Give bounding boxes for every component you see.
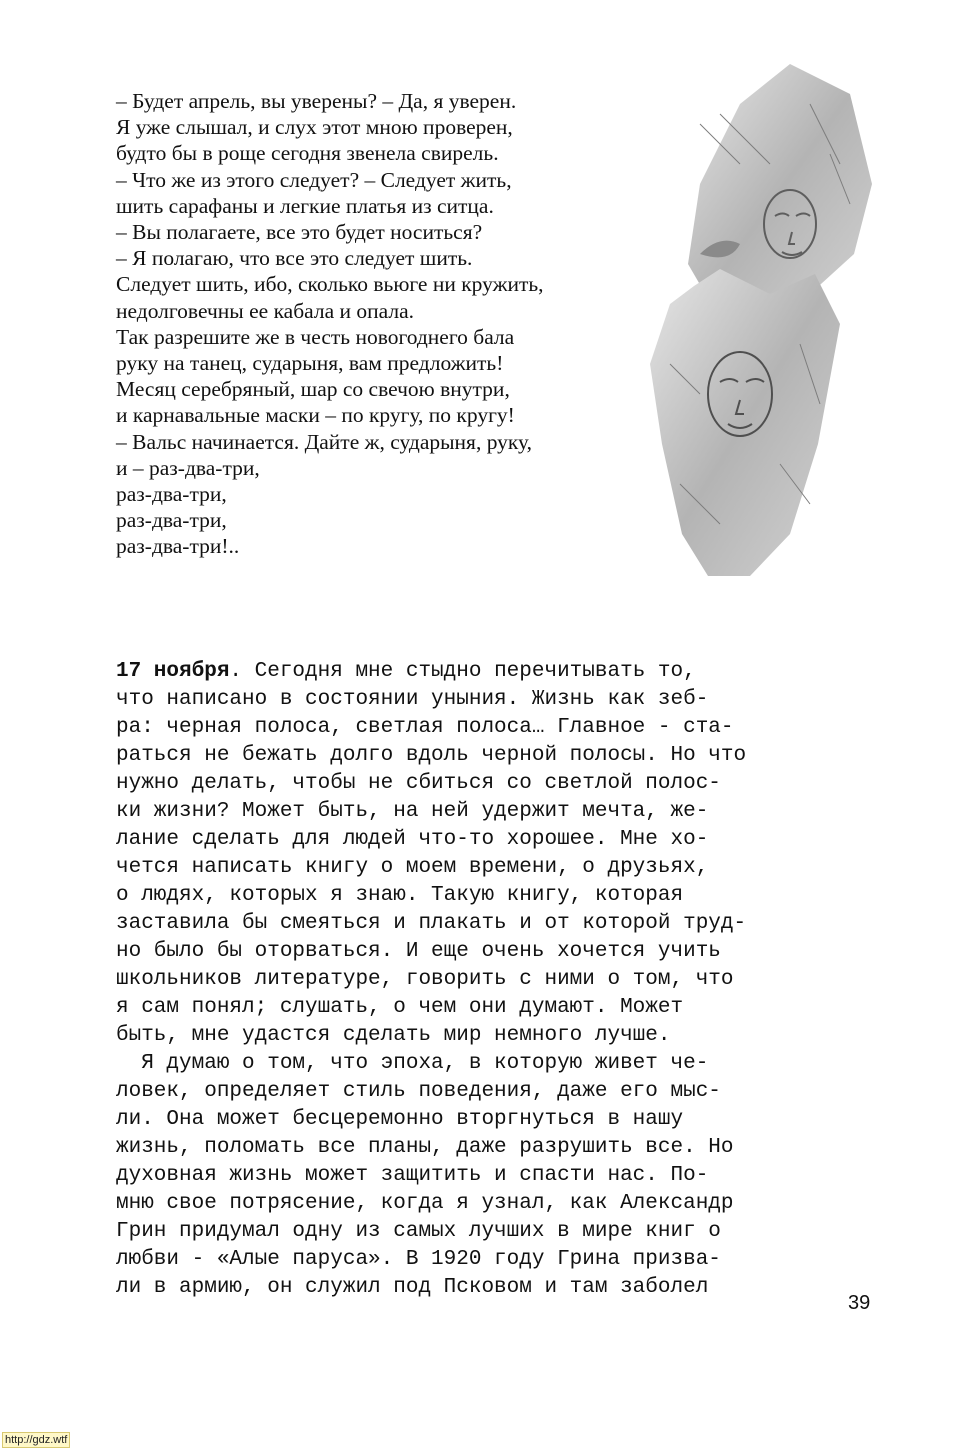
poem-line: Месяц серебряный, шар со свечою внутри, [116,377,510,402]
diary-line: чется написать книгу о моем времени, о друзьях, [116,856,709,879]
poem-line: – Что же из этого следует? – Следует жить, [116,167,512,192]
poem-line: шить сарафаны и легкие платья из ситца. [116,193,494,218]
diary-rows [116,686,816,1302]
diary-line: мню свое потрясение, когда я узнал, как Александр [116,1192,734,1215]
poem-line: Следует шить, ибо, сколько вьюге ни кружить, [116,272,544,297]
poem-line: руку на танец, сударыня, вам предложить! [116,351,504,376]
poem-line: и карнавальные маски – по кругу, по кругу! [116,403,515,428]
diary-line: заставила бы смеяться и плакать и от которой труд- [116,912,747,935]
page-number: 39 [848,1292,871,1314]
diary-line: ловек, определяет стиль поведения, даже его мыс- [116,1080,721,1103]
diary-line: любви - «Алые паруса». В 1920 году Грина призва- [116,1248,721,1271]
diary-line: лание сделать для людей что-то хорошее. Мне хо- [116,828,709,851]
poem-line: – Вы полагаете, все это будет носиться? [116,220,483,245]
diary-line: ли в армию, он служил под Псковом и там заболел [116,1276,709,1299]
diary-line: духовная жизнь может защитить и спасти нас. По- [116,1164,709,1187]
poem-line: – Вальс начинается. Дайте ж, сударыня, руку, [116,429,533,454]
diary-text [116,658,816,1302]
poem-line: раз-два-три, [116,482,227,507]
watermark-link[interactable]: http://gdz.wtf [2,1432,70,1448]
poem [116,88,656,560]
diary-line: раться не бежать долго вдоль черной полосы. Но что [116,744,747,767]
poem-line: Я уже слышал, и слух этот мною проверен, [116,115,513,140]
illustration-lower-shard [650,269,840,576]
diary-first-line-text: . Сегодня мне стыдно перечитывать то, [229,660,696,683]
poem-line: Так разрешите же в честь новогоднего бала [116,324,515,349]
diary-line: школьников литературе, говорить с ними о том, что [116,968,734,991]
diary-line: что написано в состоянии уныния. Жизнь как зеб- [116,688,709,711]
diary-date: 17 ноября [116,660,230,683]
diary-line: но было бы оторваться. И еще очень хочется учить [116,940,721,963]
diary-line: жизнь, поломать все планы, даже разрушить все. Но [116,1136,734,1159]
poem-line: раз-два-три!.. [116,534,240,559]
diary-line: Грин придумал одну из самых лучших в мире книг о [116,1220,721,1243]
diary-line: ли. Она может бесцеремонно вторгнуться в нашу [116,1108,684,1131]
poem-line: – Я полагаю, что все это следует шить. [116,246,473,271]
poem-line: – Будет апрель, вы уверены? – Да, я уверен. [116,89,517,113]
diary-line: ра: черная полоса, светлая полоса… Главное - ста- [116,716,734,739]
poem-line: и – раз-два-три, [116,455,260,480]
diary-line: о людях, которых я знаю. Такую книгу, которая [116,884,684,907]
poem-line: недолговечны ее кабала и опала. [116,298,415,323]
poem-line: раз-два-три, [116,508,227,533]
diary-line: нужно делать, чтобы не сбиться со светлой полос- [116,772,721,795]
poem-line: будто бы в роще сегодня звенела свирель. [116,141,499,166]
illustration-image [640,64,875,579]
diary-first-line [116,658,816,686]
diary-line: я сам понял; слушать, о чем они думают. Может [116,996,684,1019]
diary-line: Я думаю о том, что эпоха, в которую живет че- [116,1052,709,1075]
diary-line: быть, мне удастся сделать мир немного лучше. [116,1024,671,1047]
diary-line: ки жизни? Может быть, на ней удержит мечта, же- [116,800,709,823]
